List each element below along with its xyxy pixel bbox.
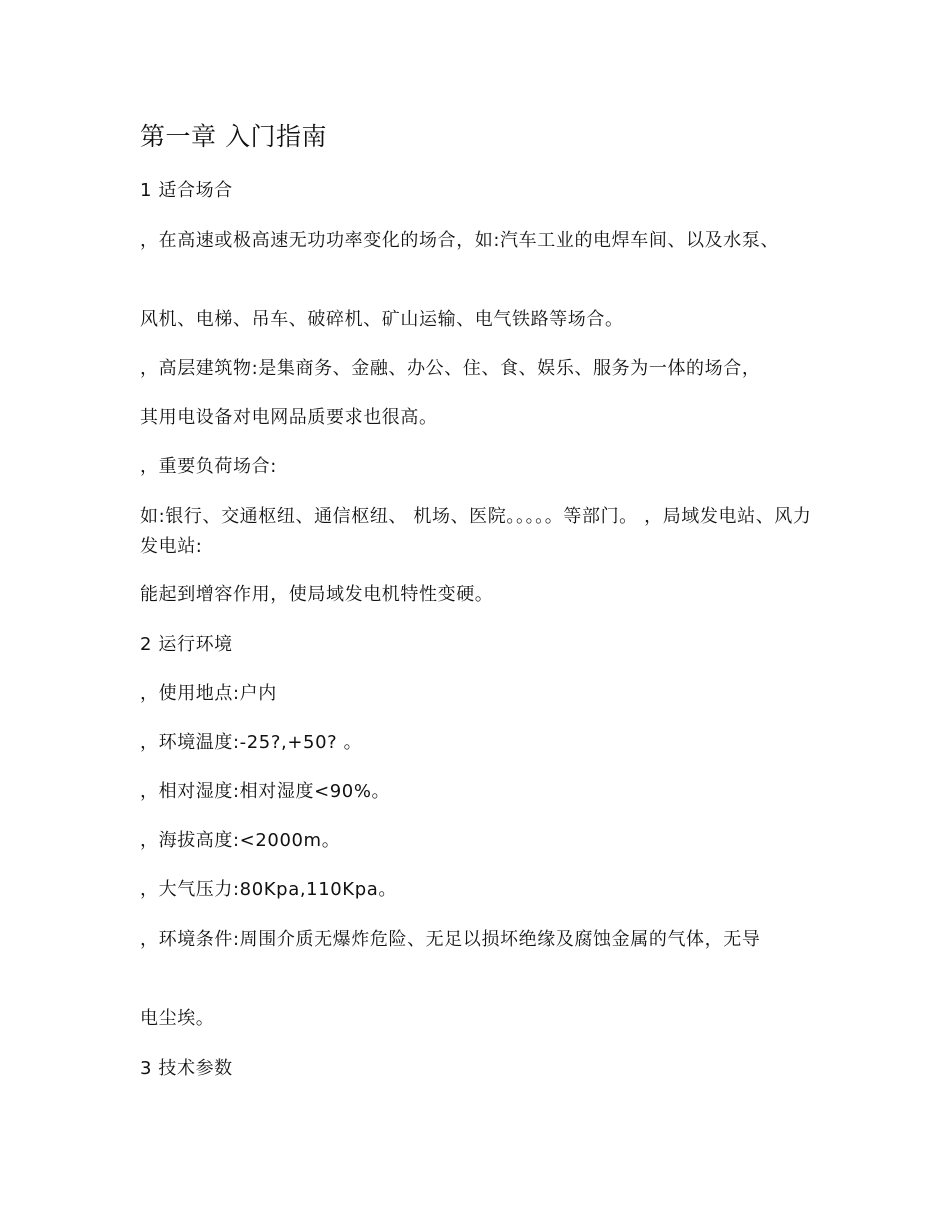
paragraph-line: ，高层建筑物:是集商务、金融、办公、住、食、娱乐、服务为一体的场合， bbox=[140, 358, 761, 379]
paragraph-line: ，使用地点:户内 bbox=[140, 683, 277, 704]
paragraph-line: 如:银行、交通枢纽、通信枢纽、 机场、医院。。。。。等部门。 ，局域发电站、风力发电站: bbox=[140, 506, 812, 557]
paragraph-line: ，大气压力:80Kpa,110Kpa。 bbox=[140, 879, 397, 900]
section-heading-1: 1 适合场合 bbox=[140, 180, 233, 201]
paragraph-line: ，相对湿度:相对湿度<90%。 bbox=[140, 781, 391, 802]
paragraph-line: ，环境条件:周围介质无爆炸危险、无足以损坏绝缘及腐蚀金属的气体，无导 bbox=[140, 929, 761, 950]
section-heading-2: 2 运行环境 bbox=[140, 634, 233, 655]
paragraph-line: 风机、电梯、吊车、破碎机、矿山运输、电气铁路等场合。 bbox=[140, 309, 624, 330]
paragraph-line: 能起到增容作用，使局域发电机特性变硬。 bbox=[140, 584, 494, 605]
chapter-title: 第一章 入门指南 bbox=[140, 122, 327, 151]
paragraph-line: ，重要负荷场合: bbox=[140, 456, 277, 477]
paragraph-line: ，在高速或极高速无功功率变化的场合，如:汽车工业的电焊车间、以及水泵、 bbox=[140, 230, 780, 251]
paragraph-line: ，环境温度:-25?,+50? 。 bbox=[140, 732, 363, 753]
paragraph-line: ，海拔高度:<2000m。 bbox=[140, 830, 341, 851]
paragraph-line: 电尘埃。 bbox=[140, 1008, 215, 1029]
paragraph-line: 其用电设备对电网品质要求也很高。 bbox=[140, 407, 438, 428]
section-heading-3: 3 技术参数 bbox=[140, 1058, 233, 1079]
